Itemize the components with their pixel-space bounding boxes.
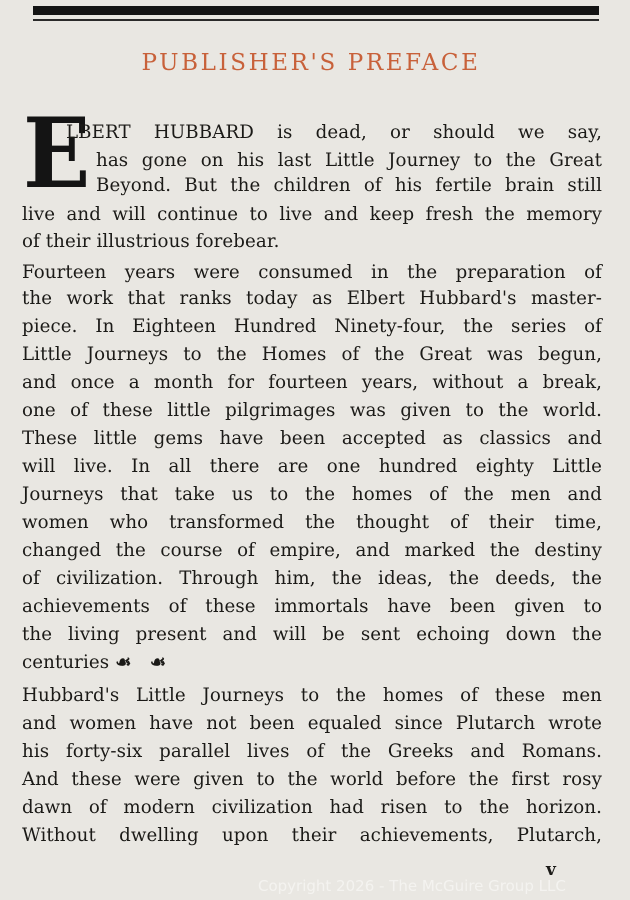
rule-thick xyxy=(33,6,599,15)
text-line-24: And these were given to the world before the first rosy xyxy=(22,769,602,790)
text-line-18: achievements of these immortals have been given to xyxy=(22,596,602,617)
text-line-20 xyxy=(22,649,602,676)
text-line-6: Fourteen years were consumed in the preparation of xyxy=(22,262,602,283)
text-line-9: Little Journeys to the Homes of the Great was begun, xyxy=(22,344,602,365)
page-title: PUBLISHER'S PREFACE xyxy=(141,50,481,76)
text-line-23: his forty-six parallel lives of the Greeks and Romans. xyxy=(22,741,602,762)
text-line-19: the living present and will be sent echoing down the xyxy=(22,624,602,645)
drop-cap: E xyxy=(23,97,91,210)
text-line-7: the work that ranks today as Elbert Hubbard's master- xyxy=(22,288,602,309)
text-line-14: Journeys that take us to the homes of the men and xyxy=(22,484,602,505)
text-line-1: LBERT HUBBARD is dead, or should we say, xyxy=(66,122,602,143)
text-line-15: women who transformed the thought of their time, xyxy=(22,512,602,533)
text-line-2: has gone on his last Little Journey to the Great xyxy=(96,150,602,171)
leaf-ornament-icon: ☙ ☙ xyxy=(115,652,173,673)
text-line-22: and women have not been equaled since Plutarch wrote xyxy=(22,713,602,734)
copyright-watermark: Copyright 2026 - The McGuire Group LLC xyxy=(258,877,566,895)
text-line-8: piece. In Eighteen Hundred Ninety-four, the series of xyxy=(22,316,602,337)
centuries-word: centuries xyxy=(22,652,110,673)
text-line-17: of civilization. Through him, the ideas, the deeds, the xyxy=(22,568,602,589)
text-line-13: will live. In all there are one hundred eighty Little xyxy=(22,456,602,477)
text-line-25: dawn of modern civilization had risen to the horizon. xyxy=(22,797,602,818)
rule-thin xyxy=(33,19,599,21)
page-number: v xyxy=(546,860,556,880)
text-line-4: live and will continue to live and keep fresh the memory xyxy=(22,204,602,225)
text-line-21: Hubbard's Little Journeys to the homes of these men xyxy=(22,685,602,706)
text-line-10: and once a month for fourteen years, without a break, xyxy=(22,372,602,393)
text-line-3: Beyond. But the children of his fertile brain still xyxy=(96,175,602,196)
text-line-11: one of these little pilgrimages was given to the world. xyxy=(22,400,602,421)
text-line-26: Without dwelling upon their achievements, Plutarch, xyxy=(22,825,602,846)
text-line-12: These little gems have been accepted as classics and xyxy=(22,428,602,449)
text-line-16: changed the course of empire, and marked the destiny xyxy=(22,540,602,561)
text-line-5: of their illustrious forebear. xyxy=(22,231,280,252)
